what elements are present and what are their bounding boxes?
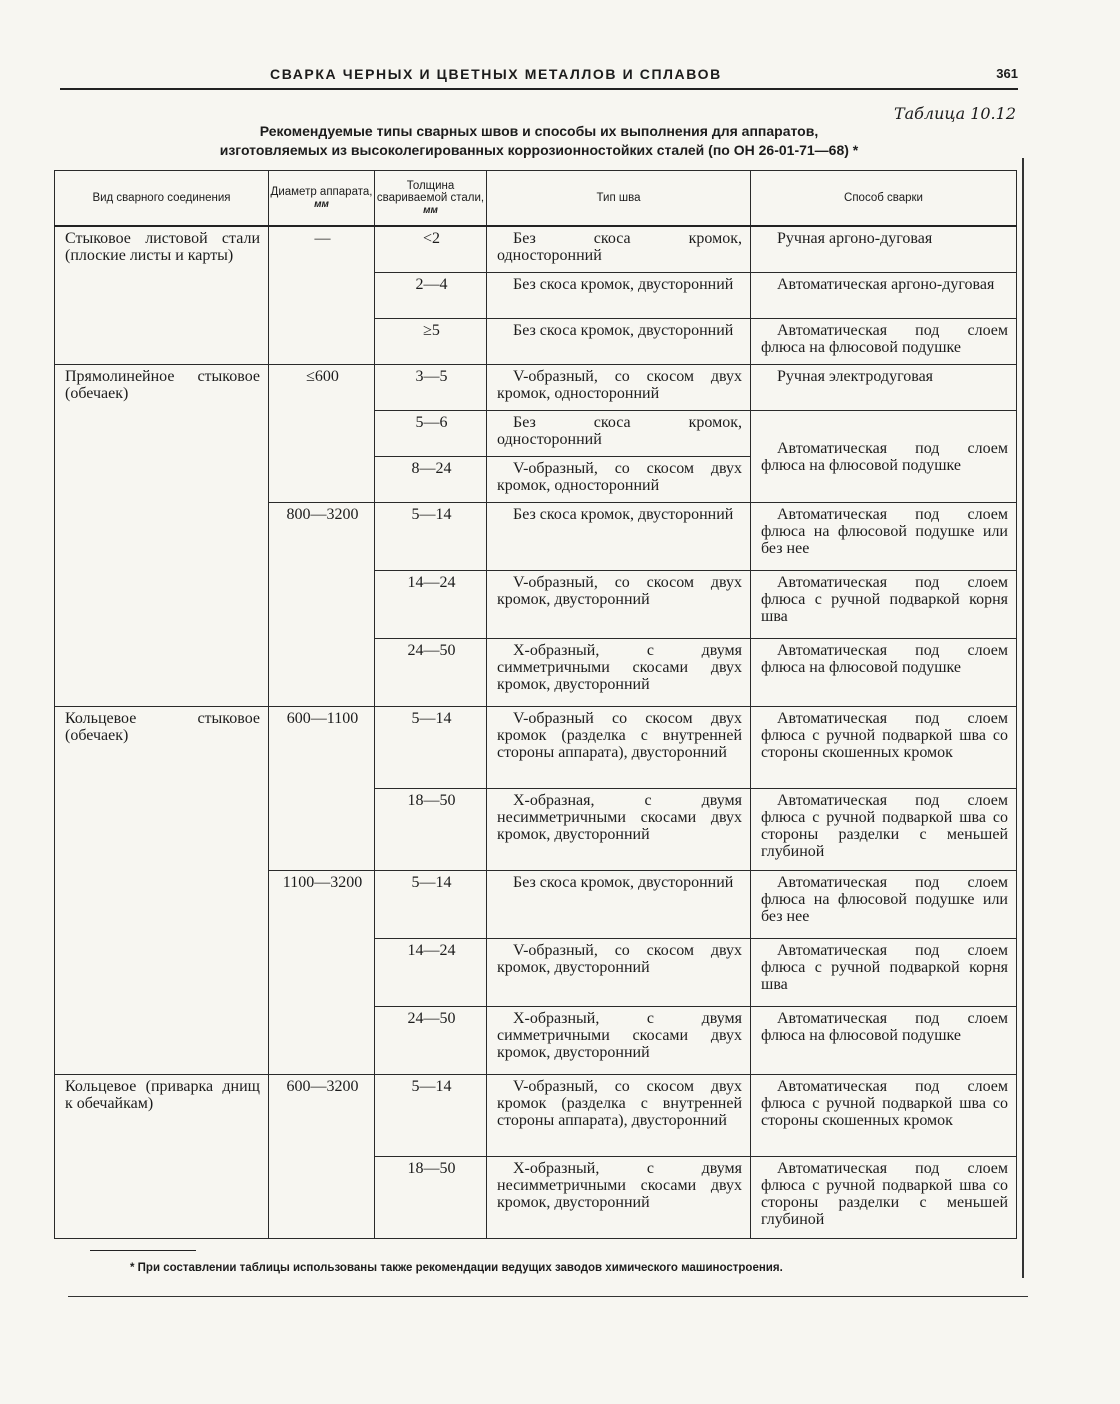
diameter-cell: ≤600	[269, 364, 375, 502]
table-row	[55, 1074, 1017, 1156]
running-head	[60, 66, 1018, 90]
seam-type-cell: V-образный, со скосом двух кромок, односторонний	[487, 456, 751, 502]
diameter-cell: 600—1100	[269, 706, 375, 870]
seam-type-cell: X-образный, с двумя несимметричными скосами двух кромок, двусторонний	[487, 1156, 751, 1238]
welding-method-cell: Ручная электродуговая	[751, 364, 1017, 410]
welding-method-cell: Автоматическая под слоем флюса с ручной подваркой корня шва	[751, 570, 1017, 638]
thickness-cell: ≥5	[375, 318, 487, 364]
col-header-type: Вид сварного соединения	[55, 171, 269, 227]
thickness-cell: 14—24	[375, 938, 487, 1006]
diameter-cell: 600—3200	[269, 1074, 375, 1238]
page-number: 361	[996, 66, 1018, 81]
footnote: * При составлении таблицы использованы также рекомендации ведущих заводов химического машиностроения.	[130, 1262, 783, 1274]
welding-method-cell: Автоматическая под слоем флюса с ручной подваркой корня шва	[751, 938, 1017, 1006]
table-body	[55, 226, 1017, 1238]
table-row	[55, 364, 1017, 410]
welding-method-cell: Автоматическая под слоем флюса с ручной подваркой шва со стороны скошенных кромок	[751, 1074, 1017, 1156]
thickness-cell: <2	[375, 226, 487, 272]
seam-type-cell: V-образный, со скосом двух кромок, двусторонний	[487, 570, 751, 638]
thickness-cell: 2—4	[375, 272, 487, 318]
seam-type-cell: Без скоса кромок, двусторонний	[487, 272, 751, 318]
caption-line-2: изготовляемых из высоколегированных коррозионностойких сталей (по ОН 26-01-71—68) *	[219, 142, 859, 158]
col-header-thickness: Толщина свариваемой стали, мм	[375, 171, 487, 227]
thickness-cell: 5—14	[375, 1074, 487, 1156]
caption-line-1: Рекомендуемые типы сварных швов и способы их выполнения для аппаратов,	[259, 123, 819, 139]
seam-type-cell: Без скоса кромок, односторонний	[487, 226, 751, 272]
col-header-method: Способ сварки	[751, 171, 1017, 227]
footnote-rule	[90, 1250, 196, 1251]
joint-type-cell: Стыковое листовой стали (плоские листы и карты)	[55, 226, 269, 364]
thickness-cell: 3—5	[375, 364, 487, 410]
diameter-cell: —	[269, 226, 375, 364]
welding-method-cell: Автоматическая под слоем флюса на флюсовой подушке или без нее	[751, 870, 1017, 938]
running-title: СВАРКА ЧЕРНЫХ И ЦВЕТНЫХ МЕТАЛЛОВ И СПЛАВОВ	[270, 66, 722, 82]
seam-type-cell: V-образный, со скосом двух кромок, односторонний	[487, 364, 751, 410]
diameter-cell: 1100—3200	[269, 870, 375, 1074]
table-row	[55, 226, 1017, 272]
thickness-cell: 24—50	[375, 1006, 487, 1074]
col-header-diameter: Диаметр аппарата, мм	[269, 171, 375, 227]
seam-type-cell: Без скоса кромок, двусторонний	[487, 502, 751, 570]
seam-type-cell: X-образная, с двумя несимметричными скосами двух кромок, двусторонний	[487, 788, 751, 870]
welding-method-cell: Автоматическая под слоем флюса с ручной подваркой шва со стороны разделки с меньшей глубиной	[751, 788, 1017, 870]
seam-type-cell: Без скоса кромок, односторонний	[487, 410, 751, 456]
joint-type-cell: Кольцевое (приварка днищ к обечайкам)	[55, 1074, 269, 1238]
table-header-row	[55, 171, 1017, 227]
table-label: Таблица 10.12	[893, 104, 1016, 123]
seam-type-cell: V-образный со скосом двух кромок (разделка с внутренней стороны аппарата), двусторонний	[487, 706, 751, 788]
welding-method-cell: Автоматическая под слоем флюса с ручной подваркой шва со стороны скошенных кромок	[751, 706, 1017, 788]
joint-type-cell: Прямолинейное стыковое (обечаек)	[55, 364, 269, 706]
welding-method-cell: Автоматическая под слоем флюса с ручной подваркой шва со стороны разделки с меньшей глубиной	[751, 1156, 1017, 1238]
diameter-cell: 800—3200	[269, 502, 375, 706]
seam-type-cell: X-образный, с двумя симметричными скосами двух кромок, двусторонний	[487, 638, 751, 706]
seam-type-cell: V-образный, со скосом двух кромок (разделка с внутренней стороны аппарата), двусторонний	[487, 1074, 751, 1156]
thickness-cell: 18—50	[375, 788, 487, 870]
welding-table	[54, 170, 1017, 1239]
seam-type-cell: Без скоса кромок, двусторонний	[487, 318, 751, 364]
thickness-cell: 14—24	[375, 570, 487, 638]
welding-method-cell: Автоматическая под слоем флюса на флюсовой подушке	[751, 1006, 1017, 1074]
joint-type-cell: Кольцевое стыковое (обечаек)	[55, 706, 269, 1074]
welding-method-cell: Автоматическая под слоем флюса на флюсовой подушке	[751, 318, 1017, 364]
thickness-cell: 5—6	[375, 410, 487, 456]
welding-method-cell: Автоматическая под слоем флюса на флюсовой подушке	[751, 410, 1017, 502]
welding-method-cell: Автоматическая под слоем флюса на флюсовой подушке или без нее	[751, 502, 1017, 570]
seam-type-cell: V-образный, со скосом двух кромок, двусторонний	[487, 938, 751, 1006]
bottom-rule	[68, 1296, 1028, 1297]
right-rule	[1022, 158, 1024, 1278]
table-row	[55, 706, 1017, 788]
welding-method-cell: Автоматическая под слоем флюса на флюсовой подушке	[751, 638, 1017, 706]
thickness-cell: 5—14	[375, 502, 487, 570]
thickness-cell: 24—50	[375, 638, 487, 706]
seam-type-cell: X-образный, с двумя симметричными скосами двух кромок, двусторонний	[487, 1006, 751, 1074]
thickness-cell: 18—50	[375, 1156, 487, 1238]
col-header-seam: Тип шва	[487, 171, 751, 227]
seam-type-cell: Без скоса кромок, двусторонний	[487, 870, 751, 938]
thickness-cell: 5—14	[375, 870, 487, 938]
table-caption	[60, 122, 1018, 160]
welding-method-cell: Автоматическая аргоно-дуговая	[751, 272, 1017, 318]
welding-method-cell: Ручная аргоно-дуговая	[751, 226, 1017, 272]
thickness-cell: 5—14	[375, 706, 487, 788]
thickness-cell: 8—24	[375, 456, 487, 502]
